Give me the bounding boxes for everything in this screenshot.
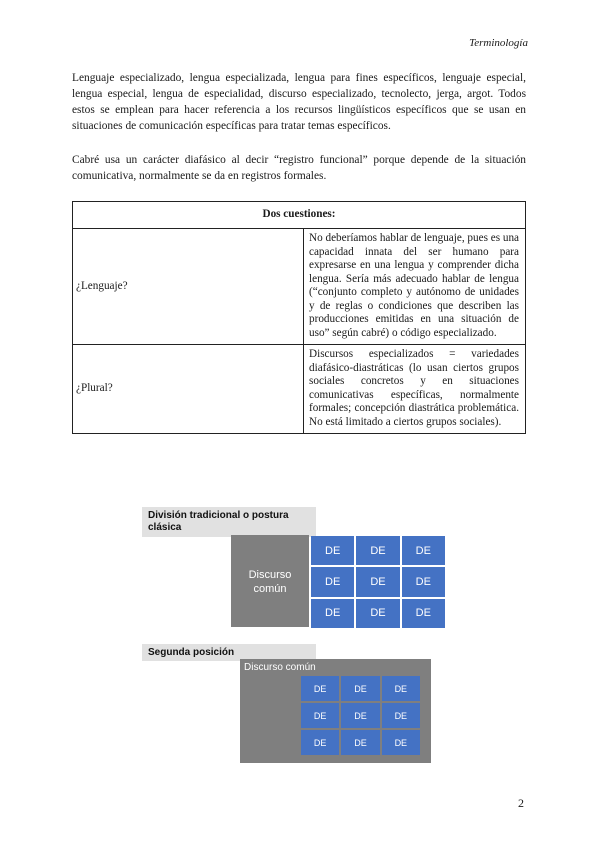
de-cell: DE (301, 676, 339, 701)
de-cell: DE (311, 536, 354, 565)
de-cell: DE (356, 536, 399, 565)
table-header: Dos cuestiones: (73, 202, 526, 229)
de-cell: DE (301, 703, 339, 728)
header-title: Terminología (469, 37, 528, 49)
de-cell: DE (301, 730, 339, 755)
de-cell: DE (311, 567, 354, 596)
diagram-second-grid (301, 676, 420, 755)
row-text-lenguaje: No deberíamos hablar de lenguaje, pues es una capacidad innata del ser humano para expresarse en una lengua y comprender dicha lengua. Sería más adecuado hablar de lengua (“conjunto completo y autónomo de unidades y de reglas o condiciones que describen las producciones emitidas en una situación de uso” según cabré) o código especializado. (304, 229, 526, 345)
table-header-row (73, 202, 526, 229)
paragraph-intro: Lenguaje especializado, lengua especializada, lengua para fines específicos, lenguaje especial, lengua especial, lengua de especialidad, discurso especializado, tecnolecto, jerga, argot. Todos estos se emplean para hacer referencia a los recursos lingüísticos específicos que se usan en situaciones de comunicación específicas para tratar temas específicos. (72, 72, 526, 132)
questions-table (72, 201, 526, 434)
diagram-second-common-text: Discurso común (244, 662, 316, 673)
diagram-second-label: Segunda posición (142, 644, 316, 661)
diagram-classic-label: División tradicional o postura clásica (142, 507, 316, 537)
de-cell: DE (356, 567, 399, 596)
de-cell: DE (402, 599, 445, 628)
de-cell: DE (356, 599, 399, 628)
de-cell: DE (382, 703, 420, 728)
diagram-classic-common-text: Discurso común (248, 569, 292, 595)
de-cell: DE (402, 536, 445, 565)
row-label-lenguaje: ¿Lenguaje? (73, 229, 304, 345)
diagram-classic-grid (311, 536, 445, 628)
row-text-plural: Discursos especializados = variedades diafásico-diastráticas (lo usan ciertos grupos sociales concretos y en situaciones comunicativas específicas, normalmente formales; concepción diastrática problemática. No está limitado a ciertos grupos sociales). (304, 345, 526, 434)
de-cell: DE (341, 703, 379, 728)
de-cell: DE (382, 676, 420, 701)
de-cell: DE (341, 730, 379, 755)
row-label-plural: ¿Plural? (73, 345, 304, 434)
diagram-classic-common-box (231, 535, 309, 627)
de-cell: DE (402, 567, 445, 596)
de-cell: DE (382, 730, 420, 755)
de-cell: DE (341, 676, 379, 701)
table-row (73, 229, 526, 345)
paragraph-cabre: Cabré usa un carácter diafásico al decir “registro funcional” porque depende de la situación comunicativa, normalmente se da en registros formales. (72, 154, 526, 182)
de-cell: DE (311, 599, 354, 628)
page-number: 2 (518, 796, 524, 810)
table-row (73, 345, 526, 434)
